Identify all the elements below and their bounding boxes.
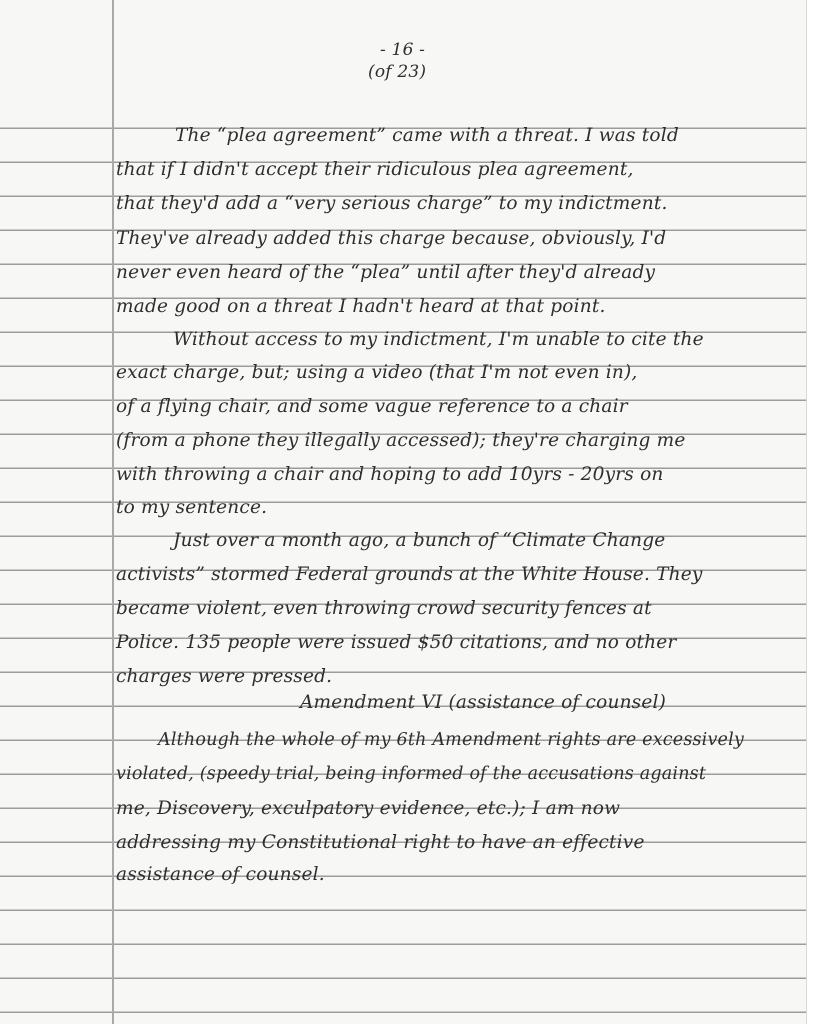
section-heading: Amendment VI (assistance of counsel) xyxy=(300,692,667,713)
text-line: me, Discovery, exculpatory evidence, etc.); I am now xyxy=(116,798,621,819)
text-line: exact charge, but; using a video (that I'm not even in), xyxy=(116,362,638,383)
page-count: (of 23) xyxy=(368,62,427,82)
text-line: that they'd add a “very serious charge” to my indictment. xyxy=(116,193,668,214)
text-line: to my sentence. xyxy=(116,497,268,518)
text-line: Without access to my indictment, I'm unable to cite the xyxy=(173,329,704,350)
text-line: became violent, even throwing crowd security fences at xyxy=(116,598,652,619)
text-line: never even heard of the “plea” until after they'd already xyxy=(116,262,656,283)
page-edge xyxy=(806,0,817,1024)
text-line: with throwing a chair and hoping to add 10yrs - 20yrs on xyxy=(116,464,664,485)
text-line: Although the whole of my 6th Amendment rights are excessively xyxy=(158,730,744,750)
margin-rule xyxy=(112,0,114,1024)
text-line: violated, (speedy trial, being informed of the accusations against xyxy=(116,764,707,784)
text-line: activists” stormed Federal grounds at the White House. They xyxy=(116,564,703,585)
text-line: Police. 135 people were issued $50 citations, and no other xyxy=(116,632,677,653)
text-line: that if I didn't accept their ridiculous plea agreement, xyxy=(116,159,634,180)
text-line: made good on a threat I hadn't heard at that point. xyxy=(116,296,606,317)
text-line: The “plea agreement” came with a threat. I was told xyxy=(175,125,679,146)
text-line: Just over a month ago, a bunch of “Climate Change xyxy=(173,530,666,551)
text-line: (from a phone they illegally accessed); they're charging me xyxy=(116,430,686,451)
text-line: of a flying chair, and some vague reference to a chair xyxy=(116,396,628,417)
text-line: They've already added this charge because, obviously, I'd xyxy=(116,228,667,249)
text-line: charges were pressed. xyxy=(116,666,333,687)
page-number: - 16 - xyxy=(380,40,426,60)
text-line: assistance of counsel. xyxy=(116,864,325,885)
text-line: addressing my Constitutional right to have an effective xyxy=(116,832,645,853)
